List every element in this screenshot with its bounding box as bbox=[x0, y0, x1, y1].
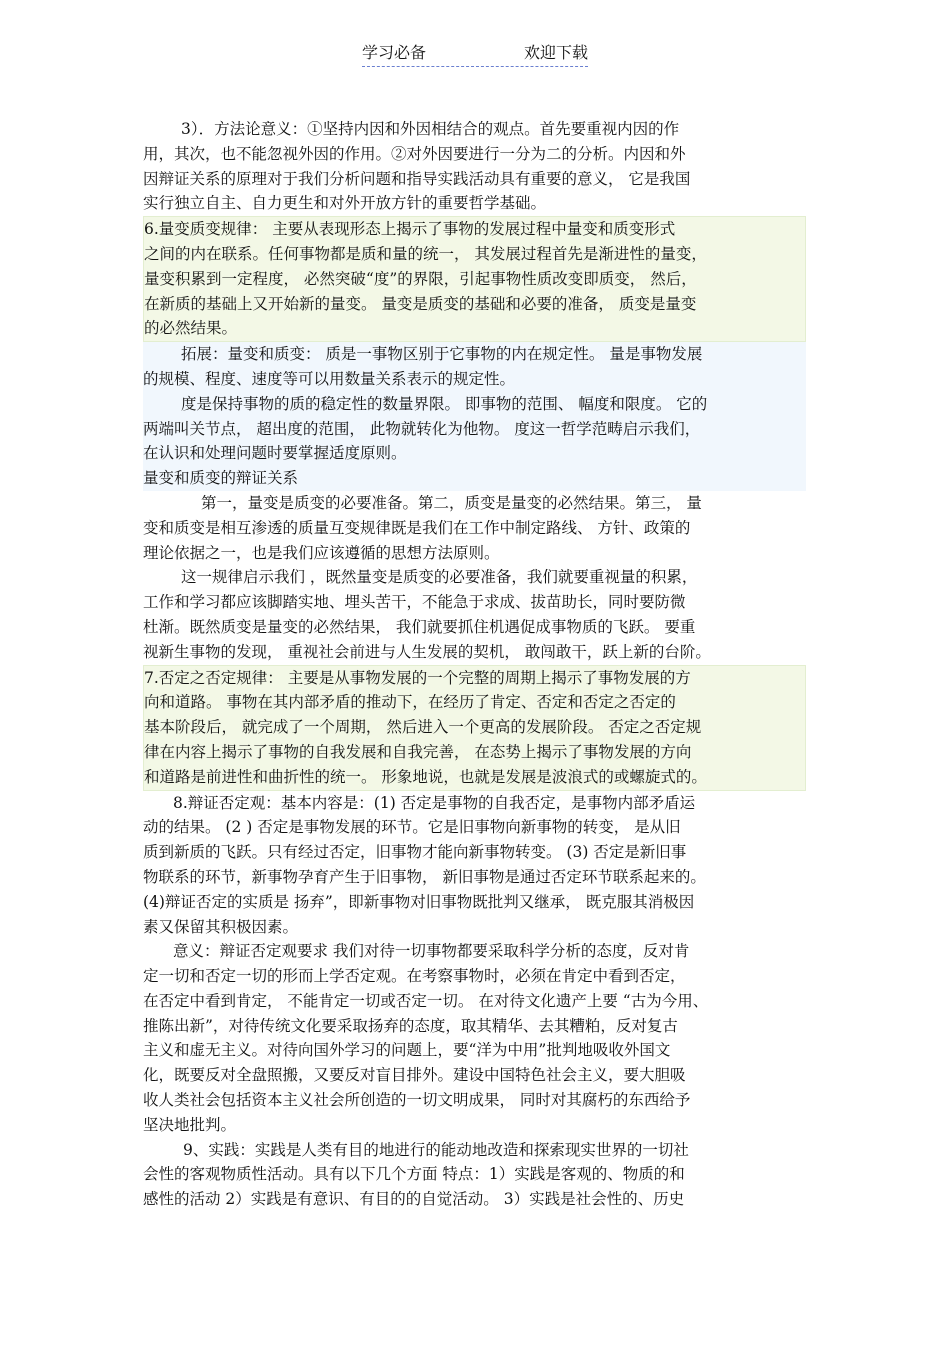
text-line: 7.否定之否定规律： 主要是从事物发展的一个完整的周期上揭示了事物发展的方 bbox=[144, 668, 691, 687]
text-line: 实行独立自主、自力更生和对外开放方针的重要哲学基础。 bbox=[143, 194, 547, 213]
text-line: 在认识和处理问题时要掌握适度原则。 bbox=[143, 444, 407, 463]
document-body bbox=[143, 117, 806, 1212]
text-line: 视新生事物的发现， 重视社会前进与人生发展的契机， 敢闯敢干，跃上新的台阶。 bbox=[143, 642, 711, 661]
text-line: 拓展：量变和质变： 质是一事物区别于它事物的内在规定性。 量是事物发展 bbox=[181, 345, 703, 364]
text-line: 之间的内在联系。任何事物都是质和量的统一， 其发展过程首先是渐进性的量变， bbox=[144, 244, 707, 263]
text-line: 3）．方法论意义：①坚持内因和外因相结合的观点。首先要重视内因的作 bbox=[181, 120, 680, 138]
text-line: 意义：辩证否定观要求 我们对待一切事物都要采取科学分析的态度，反对肯 bbox=[173, 942, 690, 961]
section-plain bbox=[143, 117, 806, 216]
text-line: 在新质的基础上又开始新的量变。 量变是质变的基础和必要的准备， 质变是量变 bbox=[144, 294, 697, 313]
text-line: 化，既要反对全盘照搬，又要反对盲目排外。建设中国特色社会主义，要大胆吸 bbox=[143, 1066, 686, 1085]
section-plain bbox=[143, 491, 806, 665]
text-line: 动的结果。 (2 ) 否定是事物发展的环节。它是旧事物向新事物的转变， 是从旧 bbox=[143, 818, 681, 837]
text-line: 基本阶段后， 就完成了一个周期， 然后进入一个更高的发展阶段。 否定之否定规 bbox=[144, 718, 702, 737]
section-blue bbox=[143, 342, 806, 491]
header-left-text: 学习必备 bbox=[362, 43, 427, 62]
text-line: 律在内容上揭示了事物的自我发展和自我完善， 在态势上揭示了事物发展的方向 bbox=[144, 742, 692, 761]
header-right-text: 欢迎下载 bbox=[523, 43, 588, 62]
section-green bbox=[143, 216, 806, 342]
text-line: 9、实践：实践是人类有目的地进行的能动地改造和探索现实世界的一切社 bbox=[183, 1140, 689, 1159]
text-line: 量变和质变的辩证关系 bbox=[143, 469, 299, 488]
text-line: 会性的客观物质性活动。具有以下几个方面 特点：1）实践是客观的、物质的和 bbox=[143, 1165, 685, 1184]
text-line: 工作和学习都应该脚踏实地、埋头苦干，不能急于求成、拔苗助长，同时要防微 bbox=[143, 593, 686, 612]
text-line: 用，其次，也不能忽视外因的作用。②对外因要进行一分为二的分析。内因和外 bbox=[143, 144, 686, 163]
page-header bbox=[362, 42, 588, 67]
text-line: 在否定中看到肯定， 不能肯定一切或否定一切。 在对待文化遗产上要 “古为今用、 bbox=[143, 991, 709, 1010]
text-line: 感性的活动 2）实践是有意识、有目的的自觉活动。 3）实践是社会性的、历史 bbox=[143, 1190, 685, 1209]
section-plain bbox=[143, 791, 806, 1213]
text-line: 度是保持事物的质的稳定性的数量界限。 即事物的范围、 幅度和限度。 它的 bbox=[181, 394, 708, 413]
text-line: 8.辩证否定观：基本内容是：(1) 否定是事物的自我否定，是事物内部矛盾运 bbox=[173, 793, 696, 812]
text-line: 这一规律启示我们 ，既然量变是质变的必要准备，我们就要重视量的积累， bbox=[181, 568, 698, 587]
text-line: 两端叫关节点， 超出度的范围， 此物就转化为他物。 度这一哲学范畴启示我们， bbox=[143, 419, 701, 438]
text-line: 理论依据之一，也是我们应该遵循的思想方法原则。 bbox=[143, 543, 500, 562]
section-green bbox=[143, 665, 806, 791]
text-line: (4)辩证否定的实质是 扬弃”，即新事物对旧事物既批判又继承， 既克服其消极因 bbox=[143, 892, 695, 911]
text-line: 推陈出新”，对待传统文化要采取扬弃的态度，取其精华、去其糟粕，反对复古 bbox=[143, 1016, 678, 1035]
text-line: 杜渐。既然质变是量变的必然结果， 我们就要抓住机遇促成事物质的飞跃。 要重 bbox=[143, 617, 696, 636]
text-line: 量变积累到一定程度， 必然突破“度”的界限，引起事物性质改变即质变， 然后， bbox=[144, 269, 697, 288]
text-line: 变和质变是相互渗透的质量互变规律既是我们在工作中制定路线、 方针、政策的 bbox=[143, 518, 691, 537]
text-line: 坚决地批判。 bbox=[143, 1115, 237, 1134]
text-line: 收人类社会包括资本主义社会所创造的一切文明成果， 同时对其腐朽的东西给予 bbox=[143, 1091, 691, 1110]
text-line: 和道路是前进性和曲折性的统一。 形象地说，也就是发展是波浪式的或螺旋式的。 bbox=[144, 767, 707, 786]
text-line: 6.量变质变规律： 主要从表现形态上揭示了事物的发展过程中量变和质变形式 bbox=[144, 220, 676, 239]
text-line: 向和道路。 事物在其内部矛盾的推动下，在经历了肯定、否定和否定之否定的 bbox=[144, 693, 676, 712]
text-line: 主义和虚无主义。对待向国外学习的问题上，要“洋为中用”批判地吸收外国文 bbox=[143, 1041, 671, 1060]
text-line: 素又保留其积极因素。 bbox=[143, 917, 299, 936]
text-line: 质到新质的飞跃。只有经过否定，旧事物才能向新事物转变。 (3) 否定是新旧事 bbox=[143, 843, 687, 862]
text-line: 因辩证关系的原理对于我们分析问题和指导实践活动具有重要的意义， 它是我国 bbox=[143, 169, 691, 188]
text-line: 的规模、程度、速度等可以用数量关系表示的规定性。 bbox=[143, 369, 516, 388]
text-line: 定一切和否定一切的形而上学否定观。在考察事物时，必须在肯定中看到否定， bbox=[143, 967, 686, 986]
text-line: 第一，量变是质变的必要准备。第二，质变是量变的必然结果。第三， 量 bbox=[201, 493, 702, 512]
text-line: 物联系的环节，新事物孕育产生于旧事物， 新旧事物是通过否定环节联系起来的。 bbox=[143, 867, 706, 886]
text-line: 的必然结果。 bbox=[144, 319, 238, 338]
